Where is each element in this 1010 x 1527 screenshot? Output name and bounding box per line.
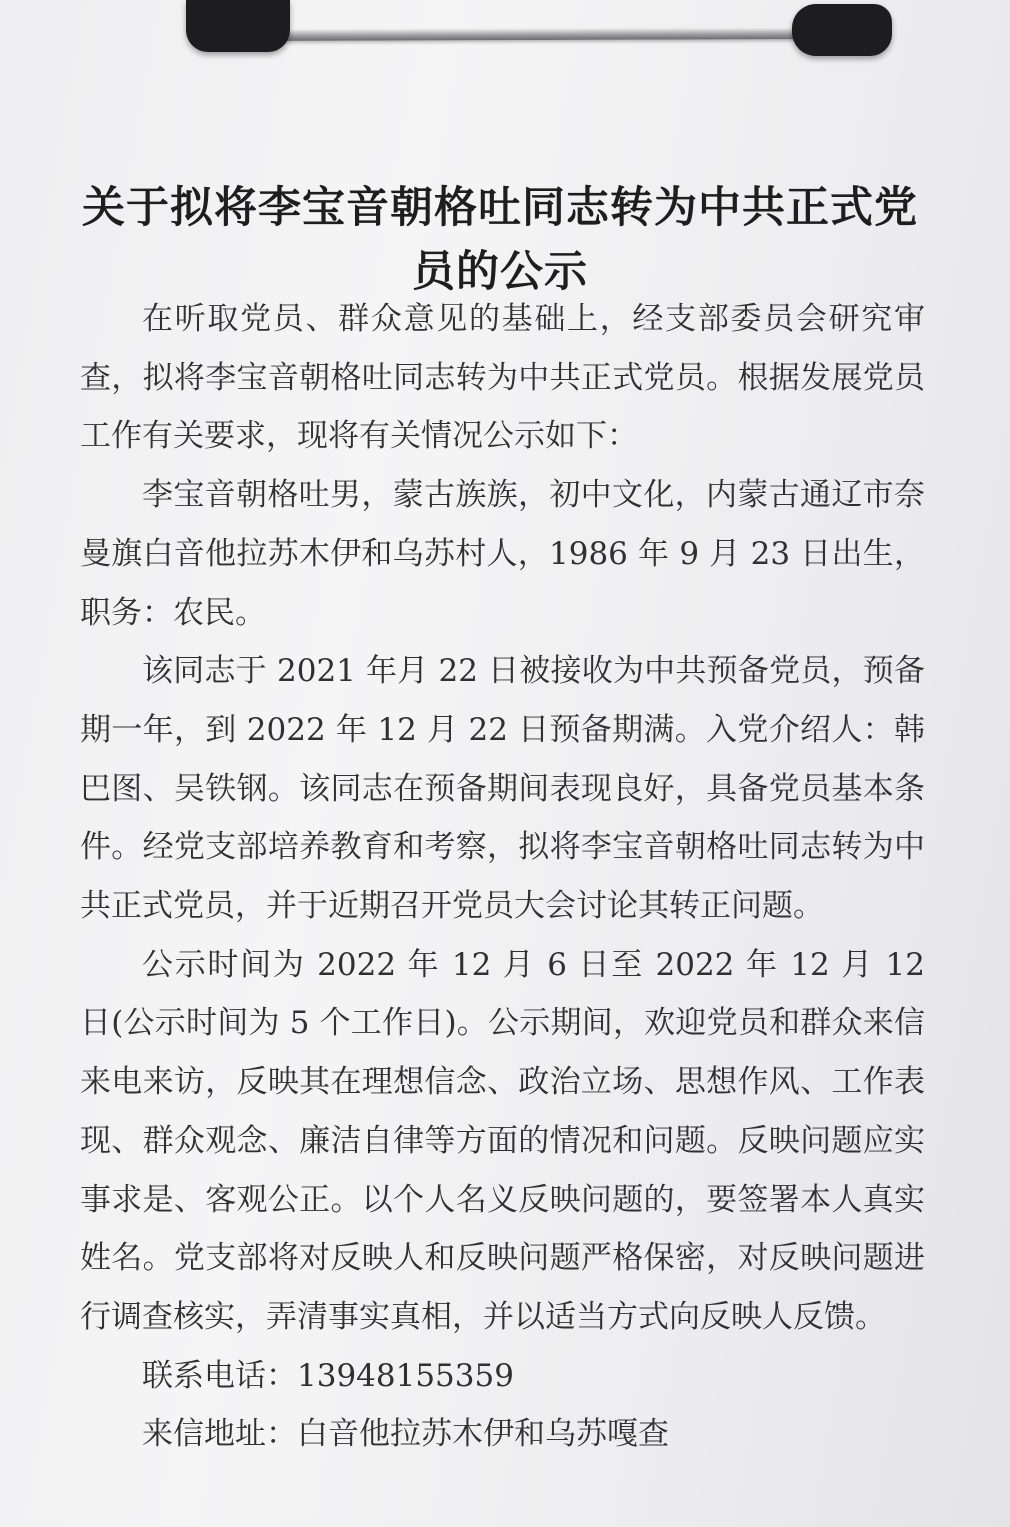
clipboard-clip-right xyxy=(792,4,892,56)
title-line-1: 关于拟将李宝音朝格吐同志转为中共正式党 xyxy=(82,183,918,233)
clipboard-clip-bar xyxy=(262,27,822,41)
contact-phone-label: 联系电话： xyxy=(142,1357,297,1394)
paragraph-notice-period: 公示时间为 2022 年 12 月 6 日至 2022 年 12 月 12 日(公示时间为 5 个工作日)。公示期间，欢迎党员和群众来信来电来访，反映其在理想信念、政治立场、思想作风、工作表现、群众观念、廉洁自律等方面的情况和问题。反映问题应实事求是、客观公正。以个人名义反映问题的，要签署本人真实姓名。党支部将对反映人和反映问题严格保密，对反映问题进行调查核实，弄清事实真相，并以适当方式向反映人反馈。 xyxy=(80,946,925,1335)
contact-phone-line xyxy=(80,1347,925,1406)
contact-address-line xyxy=(80,1405,925,1464)
contact-phone-number: 13948155359 xyxy=(297,1357,514,1394)
paragraph-intro: 在听取党员、群众意见的基础上，经支部委员会研究审查，拟将李宝音朝格吐同志转为中共正式党员。根据发展党员工作有关要求，现将有关情况公示如下： xyxy=(80,301,925,455)
document-title xyxy=(60,176,940,304)
paragraph-profile: 李宝音朝格吐男，蒙古族族，初中文化，内蒙古通辽市奈曼旗白音他拉苏木伊和乌苏村人，1986 年 9 月 23 日出生，职务：农民。 xyxy=(80,477,925,631)
document-body xyxy=(80,290,925,1464)
clipboard-clip-left xyxy=(186,0,290,52)
contact-address-label: 来信地址： xyxy=(142,1416,297,1453)
paragraph-probation: 该同志于 2021 年月 22 日被接收为中共预备党员，预备期一年，到 2022 年 12 月 22 日预备期满。入党介绍人：韩巴图、吴铁钢。该同志在预备期间表现良好，具备党员基本条件。经党支部培养教育和考察，拟将李宝音朝格吐同志转为中共正式党员，并于近期召开党员大会讨论其转正问题。 xyxy=(80,653,925,925)
title-line-2: 员的公示 xyxy=(412,247,588,297)
contact-address-value: 白音他拉苏木伊和乌苏嘎查 xyxy=(297,1416,669,1453)
